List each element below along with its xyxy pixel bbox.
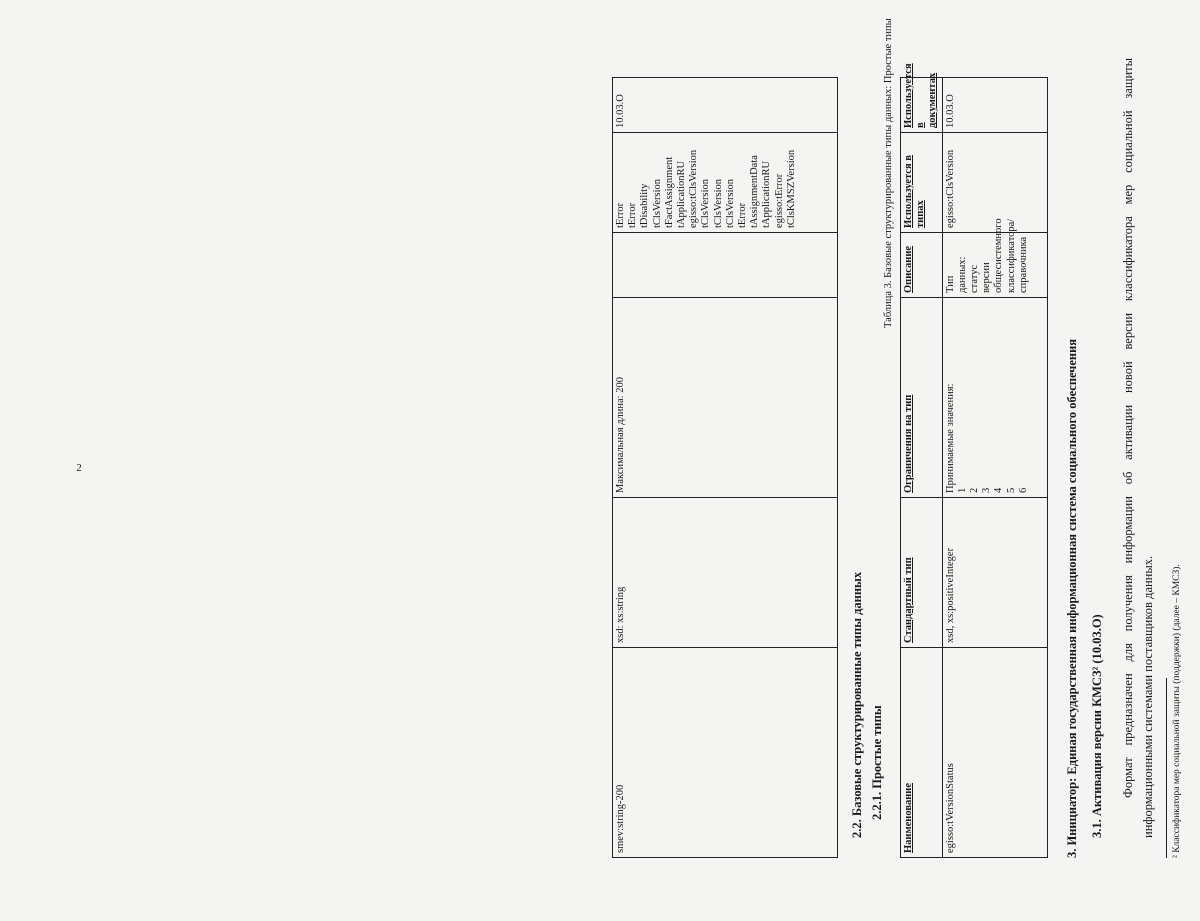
types-table-continued xyxy=(612,77,838,858)
section-3-heading: 3. Инициатор: Единая государственная информационная система социального обеспечения xyxy=(1065,338,1079,858)
cell-used-in-types: egisso:tClsVersion xyxy=(942,133,1047,233)
cell-restriction: Принимаемые значения: 1 2 3 4 5 6 xyxy=(942,298,1047,498)
header-std-type: Стандартный тип xyxy=(901,498,943,648)
cell-name: smev:string-200 xyxy=(613,648,838,858)
body-paragraph: Формат предназначен для получения информации об активации новой версии классификатора мер социальной защиты информационными системами поставщиков данных. xyxy=(1121,58,1155,838)
cell-description xyxy=(613,233,838,298)
cell-used-in-docs: 10.03.О xyxy=(942,78,1047,133)
table-row xyxy=(613,78,838,858)
cell-std-type: xsd, xs:positiveInteger xyxy=(942,498,1047,648)
section-3-1-heading: 3.1. Активация версии КМСЗ² (10.03.О) xyxy=(1090,614,1104,838)
header-used-in-types: Используется в типах xyxy=(901,133,943,233)
cell-used-in-docs: 10.03.О xyxy=(613,78,838,133)
header-restriction: Ограничения на тип xyxy=(901,298,943,498)
header-description: Описание xyxy=(901,233,943,298)
cell-std-type: xsd: xs:string xyxy=(613,498,838,648)
cell-used-in-types: tError tError tDisability tClsVersion tFactAssignment tApplicationRU egisso:tClsVersion tClsVersion tClsVersion tClsVersion tError tAssignmentData tApplicationRU egisso:tError tClsKMSZVersion xyxy=(613,133,838,233)
header-name: Наименование xyxy=(901,648,943,858)
header-used-in-docs: Используется в документах xyxy=(901,78,943,133)
section-2-2-heading: 2.2. Базовые структурированные типы данных xyxy=(850,571,864,838)
table-caption: Таблица 3. Базовые структурированные типы данных: Простые типы xyxy=(883,18,894,328)
table-row xyxy=(942,78,1047,858)
page-number: 2 xyxy=(76,462,82,474)
rotated-page-content xyxy=(600,18,1200,898)
cell-restriction: Максимальная длина: 200 xyxy=(613,298,838,498)
table-header-row xyxy=(901,78,943,858)
cell-description: Тип данных: статус версии общесистемного классификатора/справочника xyxy=(942,233,1047,298)
footnote-divider xyxy=(1166,678,1167,858)
simple-types-table xyxy=(900,63,1048,858)
footnote: ² Классификатора мер социальной защиты (поддержки) (далее – КМСЗ). xyxy=(1172,564,1182,858)
cell-name: egisso:tVersionStatus xyxy=(942,648,1047,858)
section-2-2-1-heading: 2.2.1. Простые типы xyxy=(870,705,884,820)
